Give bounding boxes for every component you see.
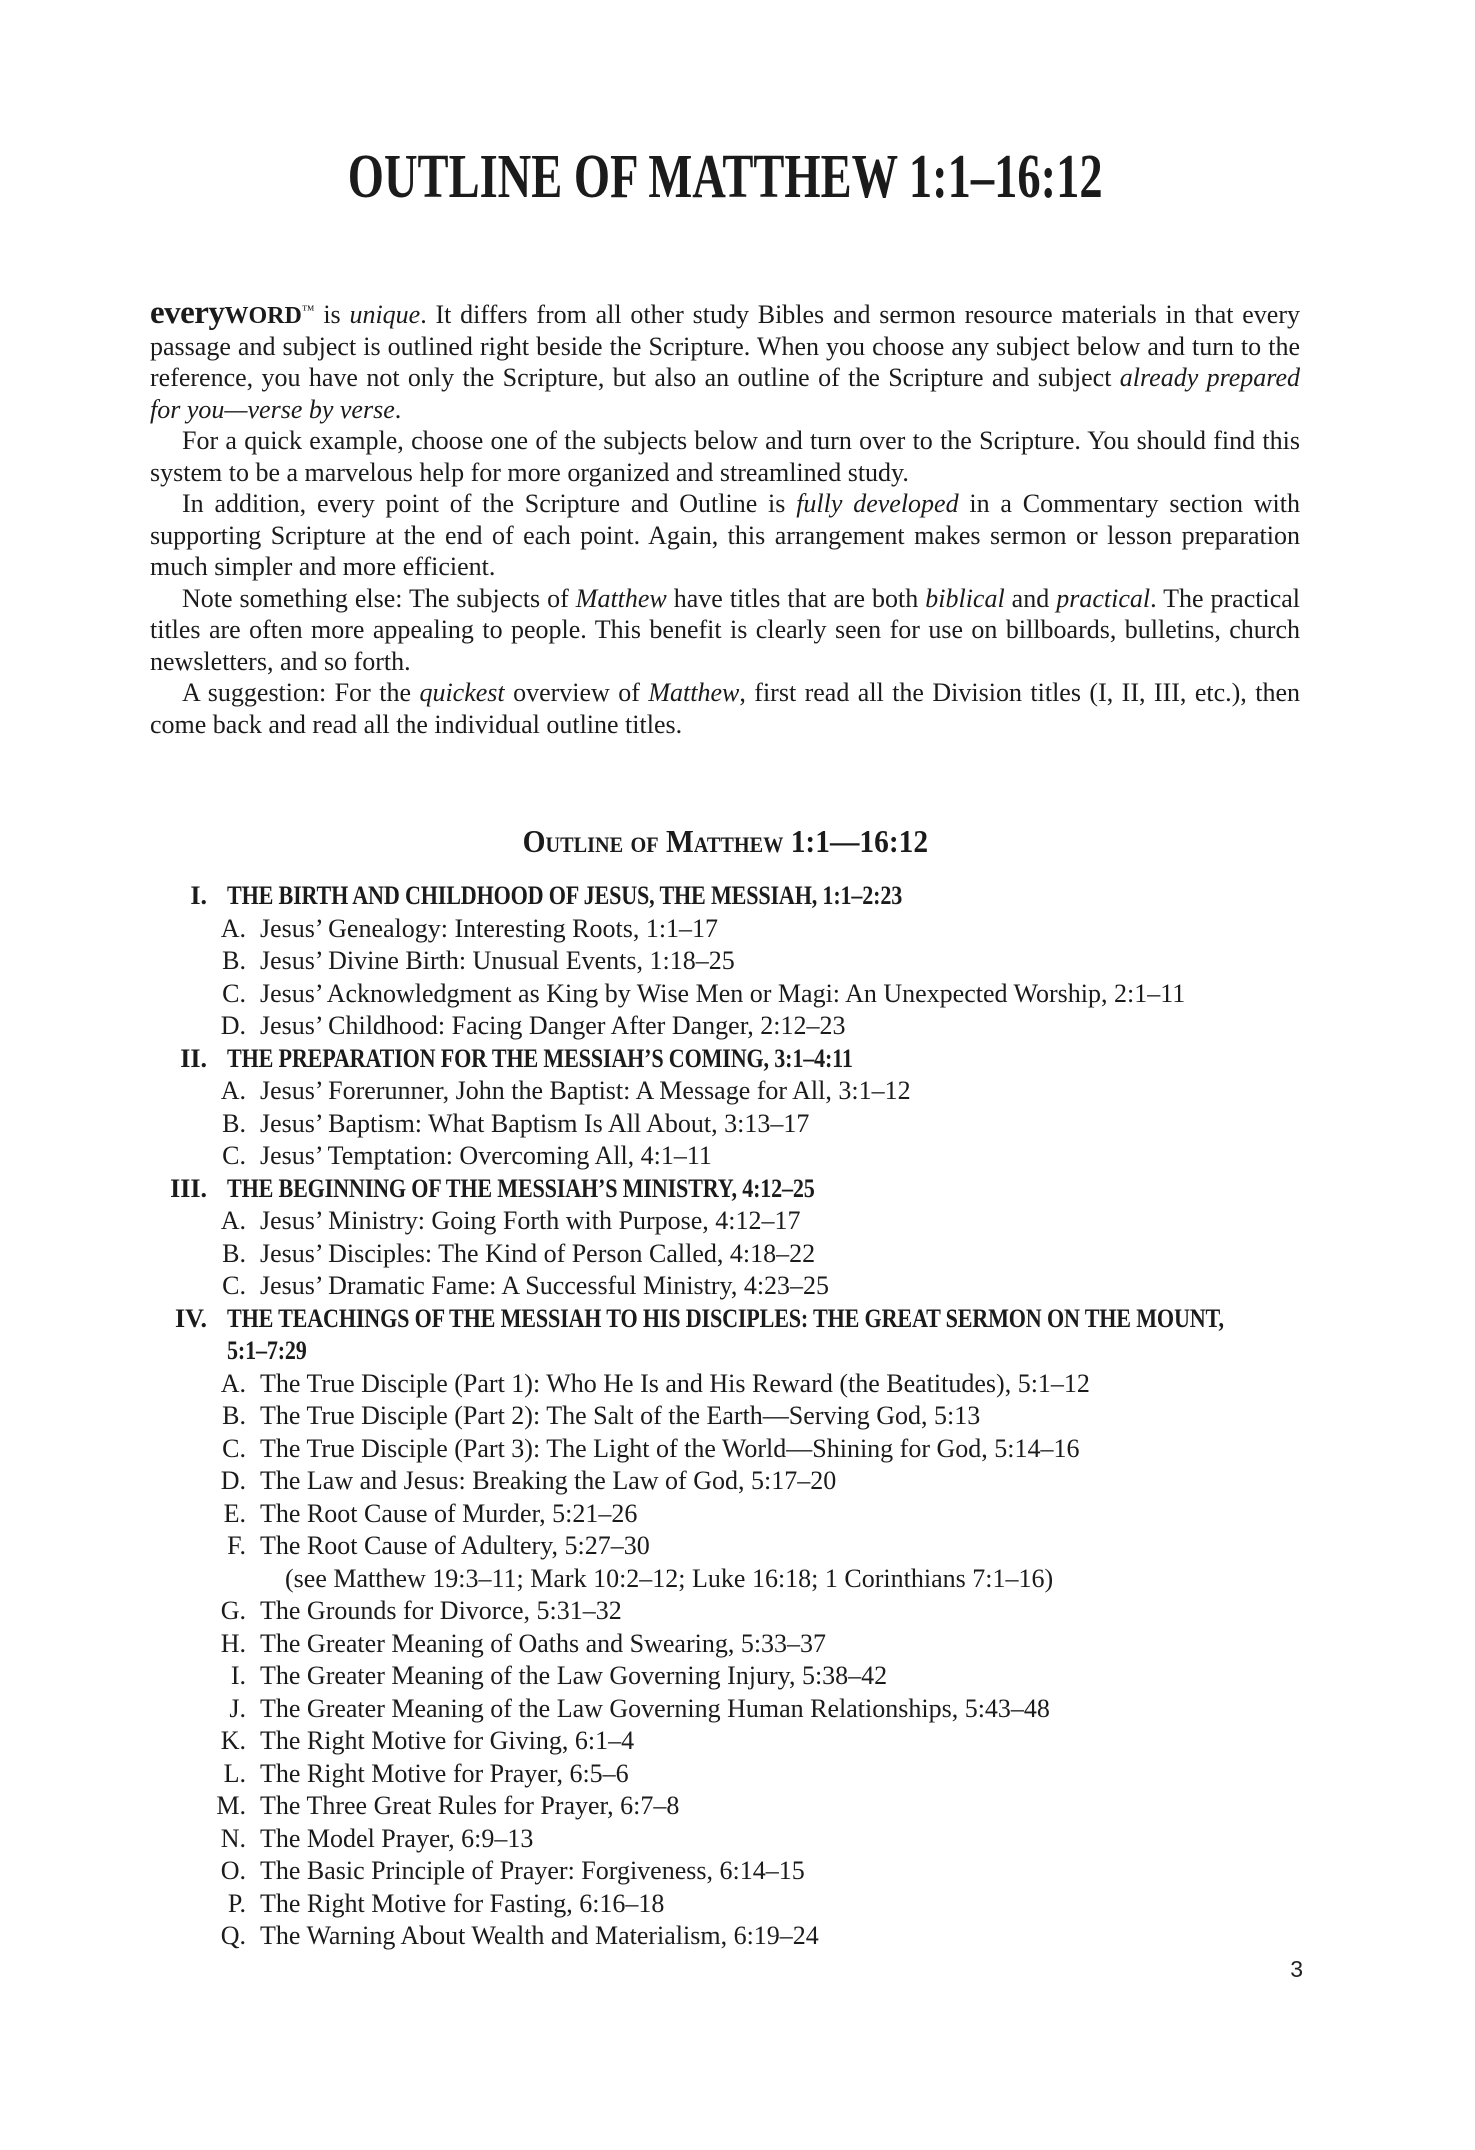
text-segment: ™ — [301, 302, 315, 317]
outline-point — [150, 1498, 1330, 1531]
outline-point — [150, 1595, 1330, 1628]
point-title: Jesus’ Baptism: What Baptism Is All About, 3:13–17 — [260, 1108, 810, 1138]
division-title — [227, 1173, 918, 1206]
point-title: The Warning About Wealth and Materialism, 6:19–24 — [260, 1921, 819, 1950]
point-title: The Root Cause of Murder, 5:21–26 — [260, 1498, 638, 1528]
division-title — [227, 1303, 1400, 1368]
text-segment: is — [314, 300, 350, 329]
outline-point — [150, 945, 1330, 978]
point-letter: B. — [222, 1401, 246, 1430]
point-title: The True Disciple (Part 3): The Light of the World—Shining for God, 5:14–16 — [260, 1433, 1080, 1463]
text-segment: Matthew — [575, 583, 667, 613]
text-segment: have titles that are both — [666, 583, 926, 613]
outline-point — [150, 1270, 1330, 1303]
point-title: The True Disciple (Part 2): The Salt of the Earth—Serving God, 5:13 — [260, 1401, 981, 1430]
outline-point — [150, 1530, 1330, 1563]
point-letter: A. — [220, 1076, 246, 1105]
point-title: Jesus’ Temptation: Overcoming All, 4:1–11 — [260, 1141, 712, 1170]
intro-paragraph — [150, 425, 1300, 488]
point-title: The Right Motive for Fasting, 6:16–18 — [260, 1888, 665, 1918]
outline-point — [150, 1855, 1330, 1888]
outline-point — [150, 1920, 1330, 1953]
text-segment: WORD — [224, 303, 302, 329]
point-letter: D. — [220, 1466, 246, 1495]
outline-point — [150, 1628, 1330, 1661]
division-title — [227, 880, 1021, 913]
point-title: Jesus’ Forerunner, John the Baptist: A Message for All, 3:1–12 — [260, 1076, 911, 1105]
point-letter: C. — [222, 1141, 246, 1170]
outline-list — [150, 880, 1330, 1953]
outline-point — [150, 1010, 1330, 1043]
text-segment: unique — [349, 300, 421, 329]
point-letter: K. — [220, 1726, 246, 1755]
outline-point — [150, 1400, 1330, 1433]
division-numeral: IV. — [174, 1303, 207, 1333]
text-segment: every — [150, 295, 225, 331]
point-letter: B. — [222, 1238, 246, 1268]
outline-point — [150, 1433, 1330, 1466]
point-title: Jesus’ Childhood: Facing Danger After Danger, 2:12–23 — [260, 1011, 846, 1040]
text-segment: quickest — [419, 678, 505, 707]
outline-heading — [150, 824, 1300, 859]
outline-point — [150, 1140, 1330, 1173]
note-text: (see Matthew 19:3–11; Mark 10:2–12; Luke 16:18; 1 Corinthians 7:1–16) — [285, 1563, 1054, 1593]
point-title: The Right Motive for Giving, 6:1–4 — [260, 1726, 635, 1755]
text-segment: fully developed — [796, 489, 959, 518]
point-letter: C. — [222, 978, 246, 1008]
point-letter: O. — [220, 1856, 246, 1885]
page-number: 3 — [1290, 1956, 1303, 1982]
point-title: Jesus’ Divine Birth: Unusual Events, 1:18–25 — [260, 946, 735, 975]
point-title: The Model Prayer, 6:9–13 — [260, 1823, 534, 1853]
text-segment: A suggestion: For the — [182, 678, 420, 707]
division-numeral: I. — [190, 881, 207, 910]
intro-paragraph — [150, 488, 1300, 583]
text-segment: in a Commentary section with supporting Scripture at the end of each point. Again, this arrangement makes sermon or lesson preparation much simpler and more efficient. — [150, 489, 1300, 581]
point-letter: B. — [222, 1108, 246, 1138]
outline-point — [150, 1888, 1330, 1921]
outline-point — [150, 1693, 1330, 1726]
point-title: The Law and Jesus: Breaking the Law of God, 5:17–20 — [260, 1466, 837, 1495]
division-title-line: THE TEACHINGS OF THE MESSIAH TO HIS DISCIPLES: THE GREAT SERMON ON THE MOUNT, — [227, 1303, 1224, 1333]
text-segment: Matthew — [648, 678, 740, 707]
outline-point — [150, 1075, 1330, 1108]
outline-point — [150, 978, 1330, 1011]
point-title: Jesus’ Dramatic Fame: A Successful Ministry, 4:23–25 — [260, 1271, 830, 1300]
page-title — [150, 143, 1300, 211]
point-letter: G. — [220, 1596, 246, 1625]
outline-heading-text: Outline of Matthew 1:1—16:12 — [522, 823, 928, 859]
text-segment: overview of — [504, 678, 649, 707]
point-title: The True Disciple (Part 1): Who He Is and His Reward (the Beatitudes), 5:1–12 — [260, 1368, 1090, 1398]
outline-point — [150, 1725, 1330, 1758]
outline-point — [150, 1238, 1330, 1271]
point-title: Jesus’ Disciples: The Kind of Person Called, 4:18–22 — [260, 1238, 816, 1268]
division-title-line: THE BEGINNING OF THE MESSIAH’S MINISTRY, 4:12–25 — [227, 1173, 815, 1203]
text-segment: Note something else: The subjects of — [182, 583, 576, 613]
point-letter: A. — [220, 1368, 246, 1398]
outline-point — [150, 1660, 1330, 1693]
division-numeral: III. — [170, 1173, 207, 1203]
point-title: The Three Great Rules for Prayer, 6:7–8 — [260, 1791, 680, 1820]
outline-note — [150, 1563, 1330, 1596]
division-title — [227, 1043, 963, 1076]
outline-division — [150, 1303, 1330, 1368]
point-letter: D. — [220, 1011, 246, 1040]
intro-paragraph — [150, 583, 1300, 678]
page-title-text: OUTLINE OF MATTHEW 1:1–16:12 — [347, 143, 1103, 211]
point-letter: A. — [220, 1206, 246, 1235]
intro-section — [150, 297, 1300, 740]
text-segment: , first read all the Division titles (I, II, III, etc.), then come back and read all the individual outline titles. — [150, 678, 1300, 739]
point-letter: J. — [229, 1693, 246, 1723]
division-numeral: II. — [180, 1043, 207, 1073]
point-letter: B. — [222, 946, 246, 975]
point-title: The Greater Meaning of the Law Governing Human Relationships, 5:43–48 — [260, 1693, 1050, 1723]
text-segment: For a quick example, choose one of the subjects below and turn over to the Scripture. You should find this system to be a marvelous help for more organized and streamlined study. — [150, 426, 1300, 487]
point-letter: A. — [220, 913, 246, 943]
text-segment: . — [394, 394, 402, 424]
point-title: The Root Cause of Adultery, 5:27–30 — [260, 1531, 650, 1560]
point-title: The Basic Principle of Prayer: Forgiveness, 6:14–15 — [260, 1856, 805, 1885]
point-letter: N. — [220, 1823, 246, 1853]
division-title-line: THE BIRTH AND CHILDHOOD OF JESUS, THE MESSIAH, 1:1–2:23 — [227, 881, 903, 910]
outline-division — [150, 880, 1330, 913]
text-segment: already prepared for you—verse by verse — [150, 363, 1300, 424]
outline-division — [150, 1173, 1330, 1206]
point-title: The Right Motive for Prayer, 6:5–6 — [260, 1758, 629, 1788]
outline-point — [150, 1368, 1330, 1401]
outline-point — [150, 1758, 1330, 1791]
outline-point — [150, 1823, 1330, 1856]
point-letter: L. — [223, 1758, 246, 1788]
point-letter: C. — [222, 1271, 246, 1300]
outline-point — [150, 1108, 1330, 1141]
point-letter: E. — [223, 1498, 246, 1528]
point-title: The Greater Meaning of the Law Governing Injury, 5:38–42 — [260, 1661, 888, 1690]
point-title: The Greater Meaning of Oaths and Swearing, 5:33–37 — [260, 1628, 827, 1658]
point-title: The Grounds for Divorce, 5:31–32 — [260, 1596, 622, 1625]
division-title-line: 5:1–7:29 — [227, 1336, 307, 1365]
outline-point — [150, 1205, 1330, 1238]
point-letter: H. — [220, 1628, 246, 1658]
text-segment: practical — [1056, 583, 1151, 613]
outline-point — [150, 913, 1330, 946]
point-title: Jesus’ Ministry: Going Forth with Purpose, 4:12–17 — [260, 1206, 801, 1235]
point-letter: C. — [222, 1433, 246, 1463]
point-letter: F. — [227, 1531, 246, 1560]
division-title-line: THE PREPARATION FOR THE MESSIAH’S COMING, 3:1–4:11 — [227, 1043, 853, 1073]
point-letter: M. — [216, 1791, 246, 1820]
text-segment: biblical — [925, 583, 1005, 613]
text-segment: . It differs from all other study Bibles and sermon resource materials in that every passage and subject is outlined right beside the Scripture. When you choose any subject below and turn to the reference, you have not only the Scripture, but also an outline of the Scripture and subject — [150, 300, 1300, 392]
text-segment: In addition, every point of the Scripture and Outline is — [182, 489, 797, 518]
outline-division — [150, 1043, 1330, 1076]
point-title: Jesus’ Genealogy: Interesting Roots, 1:1–17 — [260, 913, 719, 943]
point-letter: I. — [230, 1661, 246, 1690]
point-title: Jesus’ Acknowledgment as King by Wise Men or Magi: An Unexpected Worship, 2:1–11 — [260, 978, 1186, 1008]
text-segment: and — [1004, 583, 1057, 613]
text-segment: . The practical titles are often more appealing to people. This benefit is clearly seen for use on billboards, bulletins, church newsletters, and so forth. — [150, 583, 1300, 676]
outline-point — [150, 1465, 1330, 1498]
point-letter: Q. — [220, 1921, 246, 1950]
intro-paragraph — [150, 677, 1300, 740]
intro-paragraph — [150, 297, 1300, 425]
point-letter: P. — [227, 1888, 246, 1918]
outline-point — [150, 1790, 1330, 1823]
